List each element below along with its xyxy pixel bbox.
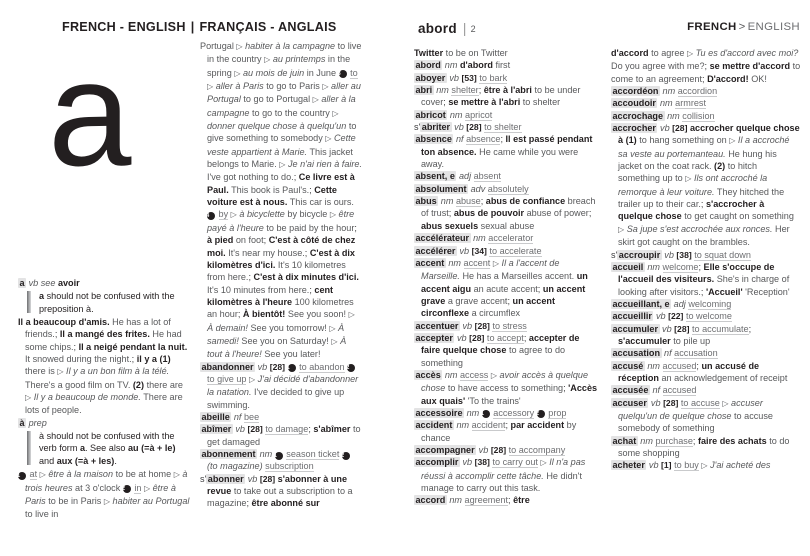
dictionary-entry: Il a beaucoup d'amis. He has a lot of friends.; Il a mangé des frites. He had some chips.; Il a neigé pendant la nuit. It snowed during the night.; il y a (1) there is ▷ Il y a un bon film à la télé. There's a good film on TV. (2) there are ▷ Il y a beaucoup de monde. There are lots of people. <box>18 317 188 416</box>
dictionary-entry: accumuler vb [28] to accumulate; s'accumuler to pile up <box>612 323 752 346</box>
usage-note: à should not be confused with the verb form a. See also au (=à + le) and aux (=à + les). <box>25 430 190 467</box>
dictionary-entry: abeille nf bee <box>201 411 260 422</box>
running-head-left-french: FRANÇAIS - ANGLAIS <box>199 20 337 34</box>
dictionary-entry: accélérateur nm accelerator <box>415 233 534 244</box>
dictionary-entry: abandonner vb [28] 1 to abandon 2 to give up ▷ J'ai décidé d'abandonner la natation. I've decided to give up swimming. <box>201 361 359 410</box>
dictionary-entry: accrochage nm collision <box>612 110 715 121</box>
dictionary-entry: accès nm access ▷ avoir accès à quelque chose to have access to something; 'Accès aux quais' 'To the trains' <box>415 369 598 406</box>
dictionary-entry: accomplir vb [38] to carry out ▷ Il n'a pas réussi à accomplir cette tâche. He didn't manage to carry out this task. <box>415 457 586 494</box>
dictionary-entry: abord nm d'abord first <box>415 60 511 71</box>
dictionary-entry: accord nm agreement; être <box>415 495 530 506</box>
dictionary-entry: accordéon nm accordion <box>612 86 718 97</box>
dictionary-entry: accusée nf accused <box>612 385 697 396</box>
dictionary-entry: s' accroupir vb [38] to squat down <box>611 249 751 260</box>
running-head-separator: | <box>190 20 195 34</box>
dictionary-entry: accueillir vb [22] to welcome <box>612 311 732 322</box>
section-letter: a <box>48 29 132 197</box>
dictionary-entry: accompagner vb [28] to accompany <box>415 445 566 455</box>
dictionary-entry: aboyer vb [53] to bark <box>415 72 508 83</box>
column-1 <box>18 277 190 521</box>
dictionary-entry: absolument adv absolutely <box>415 183 529 194</box>
dictionary-entry: acheter vb [1] to buy ▷ J'ai acheté des <box>612 460 771 471</box>
dictionary-entry: accentuer vb [28] to stress <box>415 320 527 331</box>
catchword-pipe: | <box>462 21 467 36</box>
dictionary-entry: absence nf absence; Il est passé pendant ton absence. He came while you were away. <box>415 134 593 170</box>
dictionary-entry: achat nm purchase; faire des achats to do some shopping <box>612 435 790 458</box>
running-head-right <box>687 21 800 33</box>
dictionary-entry: abonnement nm 1 season ticket 2 (to magazine) subscription <box>200 448 362 473</box>
usage-note: a should not be confused with the preposition à. <box>25 290 190 315</box>
running-head-left-english: FRENCH - ENGLISH <box>62 20 186 34</box>
direction-target: ENGLISH <box>747 21 800 33</box>
direction-arrow-icon: > <box>738 21 746 33</box>
dictionary-entry: accident nm accident; par accident by chance <box>415 420 577 443</box>
dictionary-entry: accusation nf accusation <box>612 348 718 359</box>
dictionary-entry: accrocher vb [28] accrocher quelque chose à (1) to hang something on ▷ Il a accroché sa veste au portemanteau. He hung his jacket on the coat rack. (2) to hitch something up to ▷ Ils ont accroché la remorque à leur voiture. They hitched the trailer up to their car.; s'accrocher à quelque chose to get caught on something ▷ Sa jupe s'est accrochée aux ronces. Her skirt got caught on the brambles. <box>612 123 800 248</box>
dictionary-entry: accepter vb [28] to accept; accepter de faire quelque chose to agree to do something <box>415 332 580 368</box>
dictionary-entry: accent nm accent ▷ Il a l'accent de Marseille. He has a Marseilles accent. un accent aigu an acute accent; un accent grave a grave accent; un accent circonflexe a circumflex <box>415 257 588 319</box>
dictionary-entry: abus nm abuse; abus de confiance breach of trust; abus de pouvoir abuse of power; abus sexuels sexual abuse <box>415 196 596 231</box>
dictionary-entry: accueil nm welcome; Elle s'occupe de l'accueil des visiteurs. She's in charge of looking after visitors.; 'Accueil' 'Reception' <box>612 261 790 297</box>
dictionary-entry: accoudoir nm armrest <box>612 98 706 109</box>
column-2 <box>200 40 362 510</box>
direction-source: FRENCH <box>687 21 737 33</box>
catchword-text: abord <box>418 21 457 36</box>
dictionary-entry: a vb see avoir <box>19 278 80 288</box>
dictionary-entry: s' abriter vb [28] to shelter <box>414 122 522 133</box>
dictionary-entry: accueillant, e adj welcoming <box>612 298 732 309</box>
column-3 <box>414 47 599 507</box>
entry-continuation: d'accord to agree ▷ Tu es d'accord avec moi? Do you agree with me?; se mettre d'accord to come to an agreement; D'accord! OK! <box>611 48 801 84</box>
dictionary-entry: abri nm shelter; être à l'abri to be under cover; se mettre à l'abri to shelter <box>415 85 581 108</box>
dictionary-entry: à prep <box>19 417 47 428</box>
entry-continuation: Twitter to be on Twitter <box>414 48 508 58</box>
dictionary-entry: 1 at ▷ être à la maison to be at home ▷ à trois heures at 3 o'clock 2 in ▷ être à Paris to be in Paris ▷ habiter au Portugal to live in <box>16 469 190 520</box>
dictionary-entry: absent, e adj absent <box>415 171 501 182</box>
dictionary-entry: s' abonner vb [28] s'abonner à une revue to take out a subscription to a magazine; être abonné sur <box>200 473 353 509</box>
dictionary-entry: accuser vb [28] to accuse ▷ accuser quelqu'un de quelque chose to accuse somebody of something <box>612 397 773 434</box>
running-head-catchword <box>418 21 476 36</box>
dictionary-entry: accessoire nm 1 accessory 2 prop <box>415 407 567 418</box>
dictionary-entry: Portugal ▷ habiter à la campagne to live in the country ▷ au printemps in the spring ▷ au mois de juin in June 3 to ▷ aller à Paris to go to Paris ▷ aller au Portugal to go to Portugal ▷ aller à la campagne to go to the country ▷ donner quelque chose à quelqu'un to give something to somebody ▷ Cette veste appartient à Marie. This jacket belongs to Marie. ▷ Je n'ai rien à faire. I've got nothing to do.; Ce livre est à Paul. This book is Paul's.; Cette voiture est à nous. This car is ours. 4 by ▷ à bicyclette by bicycle ▷ être payé à l'heure to be paid by the hour; à pied on foot; C'est à côté de chez moi. It's near my house.; C'est à dix kilomètres d'ici. It's 10 kilometres from here.; C'est à dix minutes d'ici. It's 10 minutes from here.; cent kilomètres à l'heure 100 kilometres an hour; À bientôt! See you soon! ▷ À demain! See you tomorrow! ▷ À samedi! See you on Saturday! ▷ À tout à l'heure! See you later! <box>200 41 363 360</box>
dictionary-entry: accélérer vb [34] to accelerate <box>415 245 542 256</box>
page-number: 2 <box>470 24 476 34</box>
dictionary-entry: accusé nm accused; un accusé de réception an acknowledgement of receipt <box>612 360 788 383</box>
dictionary-entry: abricot nm apricot <box>415 109 493 120</box>
column-4 <box>611 47 801 473</box>
dictionary-entry: abîmer vb [28] to damage; s'abîmer to get damaged <box>201 424 361 447</box>
